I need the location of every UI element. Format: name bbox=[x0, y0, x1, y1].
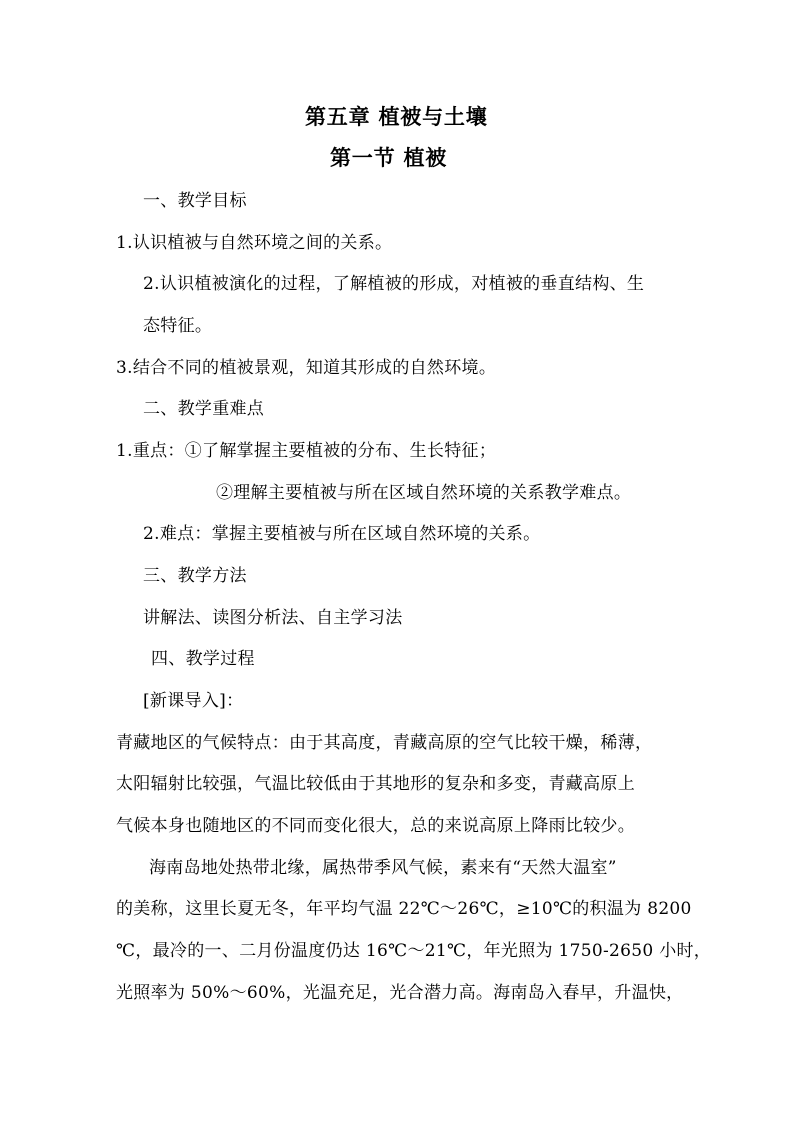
chapter-title: 第五章 植被与土壤 bbox=[305, 104, 488, 129]
heading-objectives: 一、教学目标 bbox=[143, 191, 247, 211]
objective-2-line-1: 2.认识植被演化的过程，了解植被的形成，对植被的垂直结构、生 bbox=[143, 274, 645, 294]
paragraph-2-line-1: 海南岛地处热带北缘，属热带季风气候，素来有“天然大温室” bbox=[149, 858, 617, 878]
heading-process: 四、教学过程 bbox=[151, 649, 255, 669]
key-point-1: 1.重点：①了解掌握主要植被的分布、生长特征； bbox=[116, 441, 497, 461]
methods-text: 讲解法、读图分析法、自主学习法 bbox=[143, 608, 403, 628]
paragraph-2-line-2: 的美称，这里长夏无冬，年平均气温 22℃～26℃，≥10℃的积温为 8200 bbox=[116, 899, 692, 919]
paragraph-1-line-3: 气候本身也随地区的不同而变化很大，总的来说高原上降雨比较少。 bbox=[116, 816, 635, 836]
objective-1: 1.认识植被与自然环境之间的关系。 bbox=[116, 233, 393, 253]
paragraph-1-line-2: 太阳辐射比较强，气温比较低由于其地形的复杂和多变，青藏高原上 bbox=[116, 774, 635, 794]
paragraph-2-line-3: ℃，最冷的一、二月份温度仍达 16℃～21℃，年光照为 1750-2650 小时， bbox=[116, 941, 712, 961]
intro-label: [新课导入]： bbox=[143, 691, 244, 711]
objective-2-line-2: 态特征。 bbox=[143, 316, 213, 336]
paragraph-2-line-4: 光照率为 50%～60%，光温充足，光合潜力高。海南岛入春早，升温快， bbox=[116, 983, 684, 1003]
key-point-1-continued: ②理解主要植被与所在区域自然环境的关系教学难点。 bbox=[216, 483, 632, 503]
heading-methods: 三、教学方法 bbox=[143, 566, 247, 586]
key-point-2: 2.难点：掌握主要植被与所在区域自然环境的关系。 bbox=[143, 524, 541, 544]
paragraph-1-line-1: 青藏地区的气候特点：由于其高度，青藏高原的空气比较干燥，稀薄， bbox=[116, 733, 653, 753]
objective-3: 3.结合不同的植被景观，知道其形成的自然环境。 bbox=[116, 358, 497, 378]
heading-key-points: 二、教学重难点 bbox=[143, 399, 265, 419]
section-title: 第一节 植被 bbox=[330, 145, 448, 170]
